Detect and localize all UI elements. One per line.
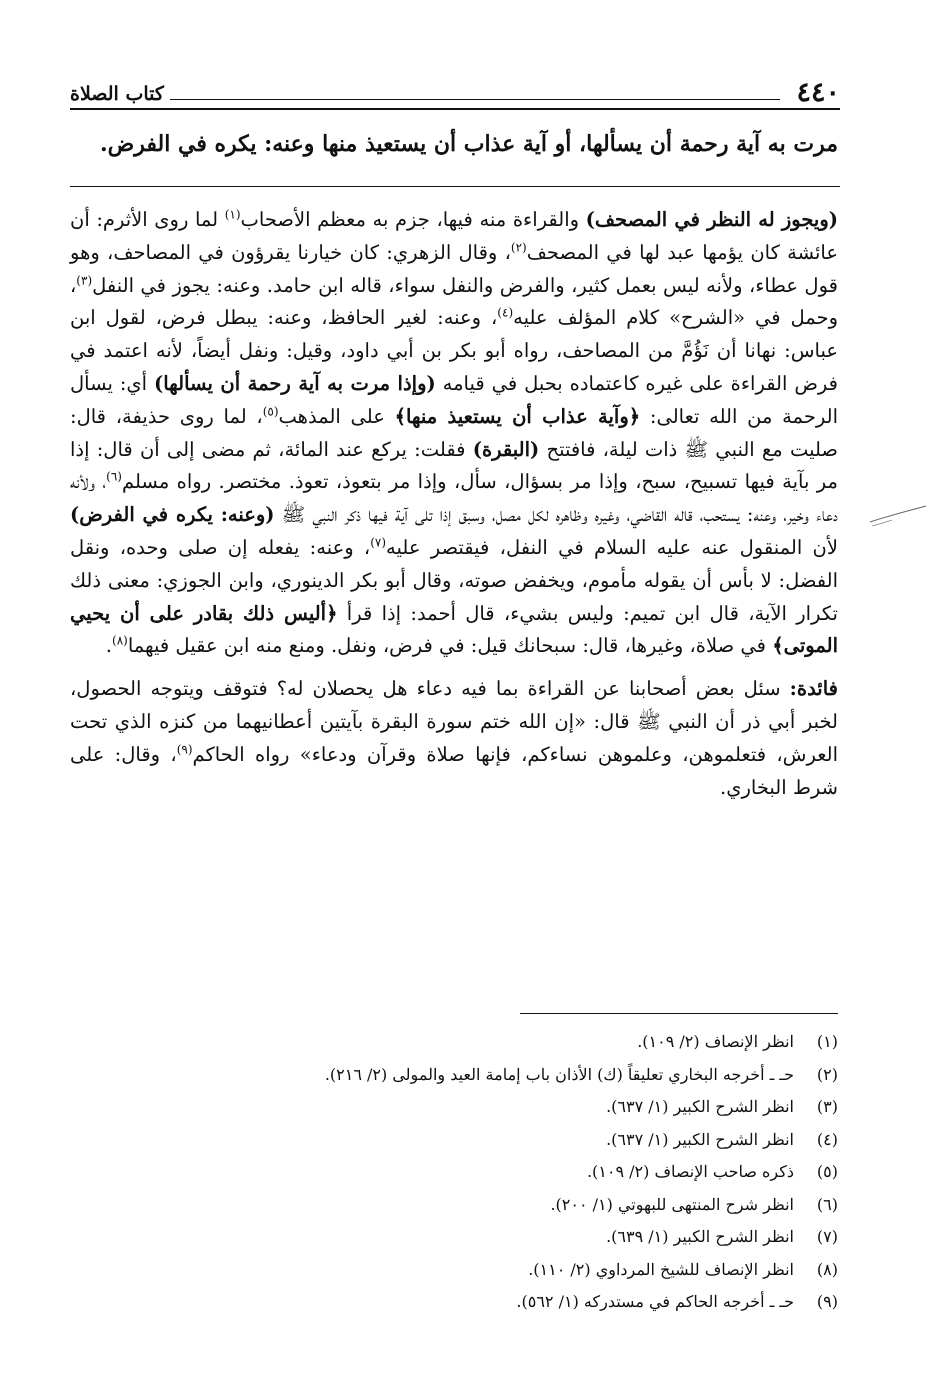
text-run: ، وقال الزهري: كان خيارنا يقرؤون في المصاحف، وهو قول عطاء، ولأنه ليس بعمل كثير، والفرض والنفل سواء، قاله ابن حامد. وعنه: يجوز في النفل	[70, 240, 838, 297]
footnote-text: ذكره صاحب الإنصاف (٢/ ١٠٩).	[586, 1162, 794, 1181]
footnote-reference: (٩)	[176, 742, 193, 757]
text-run: في صلاة، وغيرها، قال: سبحانك قيل: في فرض، ونفل. ومنع منه ابن عقيل فيهما	[127, 634, 773, 658]
footnote-reference: (٤)	[497, 305, 514, 320]
margin-pen-mark	[868, 500, 928, 530]
benefit-paragraph	[70, 673, 838, 804]
footnote-reference: (٦)	[106, 469, 122, 484]
footnote-reference: (٥)	[262, 404, 279, 419]
footnote-reference: (١)	[224, 207, 241, 222]
text-run: ، وقال: على شرط البخاري.	[70, 742, 838, 799]
footnote-number: (١)	[816, 1032, 838, 1051]
bold-matn-quote: ﴿وآية عذاب أن يستعيذ منها﴾	[394, 404, 641, 428]
footnote-item	[200, 1124, 838, 1157]
running-header	[70, 66, 840, 106]
bold-matn-quote: (وإذا مرت به آية رحمة أن يسألها)	[154, 371, 436, 395]
footnote-number: (٤)	[816, 1129, 838, 1149]
text-run: لما روى الأثرم: أن عائشة كان يؤمها عبد لها في المصحف	[70, 208, 838, 264]
footnote-item	[200, 1189, 838, 1222]
matn-separator	[70, 186, 840, 187]
footnote-item	[200, 1254, 838, 1287]
bold-matn-quote: (ويجوز له النظر في المصحف)	[585, 208, 838, 231]
footnote-text: انظر الشرح الكبير (١/ ٦٣٧).	[606, 1129, 794, 1149]
footnote-text: انظر الإنصاف (٢/ ١٠٩).	[637, 1032, 794, 1051]
footnote-text: حـ ـ أخرجه البخاري تعليقاً (ك) الأذان باب إمامة العيد والمولى (٢/ ٢١٦).	[324, 1064, 794, 1084]
footnote-number: (٨)	[816, 1259, 838, 1279]
header-leader-line	[170, 99, 781, 100]
footnote-reference: (٢)	[510, 240, 527, 255]
text-run: سئل بعض أصحابنا عن القراءة بما فيه دعاء هل يحصلان له؟ فتوقف ويتوجه الحصول، لخبر أبي ذر أن النبي ﷺ قال: «إن الله ختم سورة البقرة بآيتين أعطانيهما من كنزه الذي تحت العرش، فتعلموهن، وعلموهن نساءكم، فإنها صلاة وقرآن ودعاء» رواه الحاكم	[70, 677, 838, 766]
footnote-reference: (٨)	[112, 633, 128, 648]
text-run: ، ولأنه دعاء وخير، وعنه: يستحب، قاله القاضي، وغيره وظاهره لكل مصل، وسبق إذا تلى آية فيها ذكر النبي ﷺ	[70, 470, 838, 527]
commentary-paragraph	[70, 204, 838, 663]
bold-matn-quote: (وعنه: يكره في الفرض)	[70, 503, 275, 527]
commentary-body	[70, 204, 838, 804]
footnote-item	[200, 1221, 838, 1254]
matn-text: مرت به آية رحمة أن يسألها، أو آية عذاب أن يستعيذ منها وعنه: يكره في الفرض.	[100, 131, 838, 157]
text-run: ، وعنه: لغير الحافظ، وعنه: يبطل فرض، لقول ابن عباس: نهانا أن نَؤُمَّ من المصاحف، رواه أبو بكر بن أبي داود، وقيل: ونفل أيضاً، لأنه اعتمد في فرض القراءة على غيره كاعتماده بحبل في قيامه	[70, 306, 838, 395]
footnote-item	[200, 1026, 838, 1059]
text-run: ، وعنه: يفعله إن صلى وحده، ونقل الفضل: لا بأس أن يقوله مأموم، ويخفض صوته، وقال أبو بكر الدينوري، وابن الجوزي: معنى ذلك تكرار الآية، قال ابن تميم: وليس بشيء، قال أحمد: إذا قرأ	[70, 535, 838, 625]
footnote-text: انظر شرح المنتهى للبهوتي (١/ ٢٠٠).	[550, 1194, 794, 1214]
footnote-number: (٦)	[816, 1194, 838, 1214]
header-rule	[70, 108, 840, 110]
footnote-number: (٧)	[816, 1227, 838, 1246]
text-run: والقراءة منه فيها، جزم به معظم الأصحاب	[240, 208, 586, 231]
footnotes-list	[200, 1026, 838, 1319]
text-run: لأن المنقول عنه عليه السلام في النفل، فيقتصر عليه	[386, 535, 838, 559]
page-number: ٤٤٠	[796, 77, 840, 108]
text-run: أي: يسأل الرحمة من الله تعالى:	[70, 371, 838, 428]
text-run: .	[105, 634, 112, 658]
text-run: ، لما روى حذيفة، قال: صليت مع النبي ﷺ ذات ليلة، فافتتح	[70, 404, 838, 461]
footnote-reference: (٣)	[76, 273, 93, 288]
footnote-number: (٢)	[816, 1064, 838, 1084]
footnote-number: (٣)	[816, 1097, 838, 1116]
text-run: على المذهب	[278, 404, 395, 428]
bold-matn-quote: ﴿أليس ذلك بقادر على أن يحيي الموتى﴾	[70, 601, 838, 658]
footnote-item	[200, 1156, 838, 1189]
footnote-separator	[520, 1013, 838, 1014]
footnote-number: (٩)	[816, 1292, 838, 1311]
footnote-reference: (٧)	[370, 535, 387, 550]
text-run: ، وحمل في «الشرح» كلام المؤلف عليه	[70, 273, 838, 330]
book-title: كتاب الصلاة	[70, 83, 164, 105]
footnote-item	[200, 1059, 838, 1092]
footnote-text: انظر الشرح الكبير (١/ ٦٣٧).	[606, 1097, 794, 1116]
bold-matn-quote: (البقرة)	[472, 437, 540, 461]
footnote-text: حـ ـ أخرجه الحاكم في مستدركه (١/ ٥٦٢).	[516, 1292, 794, 1311]
bold-matn-quote: فائدة:	[789, 677, 838, 701]
footnote-text: انظر الشرح الكبير (١/ ٦٣٩).	[606, 1227, 794, 1246]
footnote-number: (٥)	[816, 1162, 838, 1181]
footnote-item	[200, 1091, 838, 1124]
text-run: فقلت: يركع عند المائة، ثم مضى إلى أن قال: إذا مر بآية فيها تسبيح، سبح، وإذا مر بسؤال، سأل، وإذا مر بتعوذ، تعوذ. مختصر. رواه مسلم	[70, 437, 839, 494]
footnote-text: انظر الإنصاف للشيخ المرداوي (٢/ ١١٠).	[528, 1259, 794, 1279]
footnote-item	[200, 1286, 838, 1319]
